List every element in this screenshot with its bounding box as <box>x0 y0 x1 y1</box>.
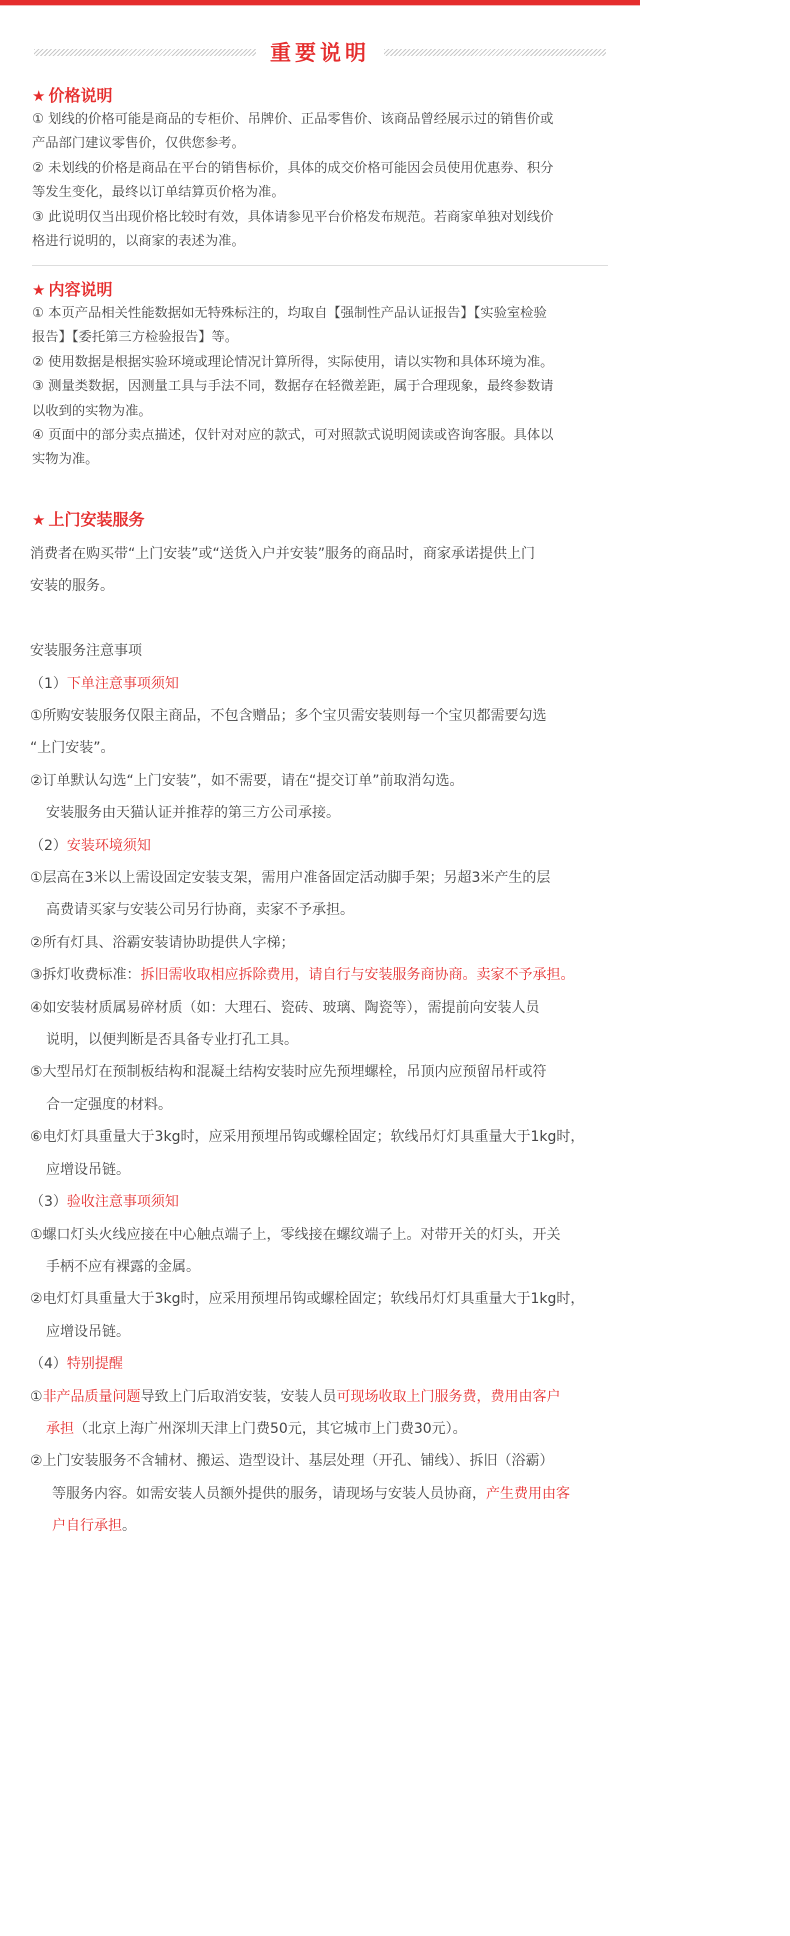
price-section-heading <box>32 84 612 108</box>
s2-line-4-label: ③拆灯收费标准： <box>30 967 141 984</box>
page-title-banner <box>34 38 606 68</box>
s4-line-4-red: 产生费用由客 <box>486 1485 570 1502</box>
s2-line-2: 高费请买家与安装公司另行协商，卖家不予承担。 <box>46 902 354 919</box>
s2-line-4-highlight: 拆旧需收取相应拆除费用，请自行与安装服务商协商。卖家不予承担。 <box>140 967 575 984</box>
s4-line-5-red: 户自行承担 <box>52 1518 122 1535</box>
content-line-6: ④ 页面中的部分卖点描述，仅针对对应的款式，可对照款式说明阅读或咨询客服。具体以 <box>32 428 554 444</box>
s2-line-9: ⑥电灯灯具重量大于3kg时，应采用预埋吊钩或螺栓固定；软线吊灯灯具重量大于1kg时， <box>30 1129 585 1146</box>
price-section-title: 价格说明 <box>48 86 113 105</box>
subsection-1-number: （1） <box>30 675 67 692</box>
price-section <box>32 84 612 254</box>
section-divider <box>32 265 608 266</box>
content-line-2: 报告】【委托第三方检验报告】等。 <box>32 330 239 346</box>
s4-line-4 <box>30 1478 635 1510</box>
s2-line-10: 应增设吊链。 <box>46 1161 130 1178</box>
price-line-5: ③ 此说明仅当出现价格比较时有效，具体请参见平台价格发布规范。若商家单独对划线价 <box>32 209 554 225</box>
install-intro-1: 消费者在购买带“上门安装”或“送货入户并安装”服务的商品时，商家承诺提供上门 <box>30 546 536 562</box>
s3-line-2: 手柄不应有裸露的金属。 <box>46 1258 200 1275</box>
s3-line-1: ①螺口灯头火线应接在中心触点端子上，零线接在螺纹端子上。对带开关的灯头，开关 <box>30 1226 561 1243</box>
subsection-3-number: （3） <box>30 1194 67 1211</box>
subsection-2-title: 安装环境须知 <box>66 837 151 854</box>
content-line-4: ③ 测量类数据，因测量工具与手法不同，数据存在轻微差距，属于合理现象，最终参数请 <box>32 379 554 395</box>
s4-line-2-text: （北京上海广州深圳天津上门费50元，其它城市上门费30元）。 <box>74 1420 467 1437</box>
price-line-6: 格进行说明的，以商家的表述为准。 <box>32 234 245 250</box>
content-line-3: ② 使用数据是根据实验环境或理论情况计算所得，实际使用，请以实物和具体环境为准。 <box>32 354 554 370</box>
page-title: 重要说明 <box>270 41 370 65</box>
s3-line-3: ②电灯灯具重量大于3kg时，应采用预埋吊钩或螺栓固定；软线吊灯灯具重量大于1kg时， <box>30 1291 585 1308</box>
subsection-2-number: （2） <box>30 837 67 854</box>
notes-title: 安装服务注意事项 <box>30 643 142 660</box>
content-line-7: 实物为准。 <box>32 452 99 468</box>
s2-line-3: ②所有灯具、浴霸安装请协助提供人字梯； <box>30 934 295 951</box>
s1-line-4: 安装服务由天猫认证并推荐的第三方公司承接。 <box>46 805 340 822</box>
content-section-title: 内容说明 <box>48 280 113 299</box>
content-section-heading <box>32 278 612 302</box>
s2-line-6: 说明，以便判断是否具备专业打孔工具。 <box>46 1032 298 1049</box>
subsection-3-heading <box>30 1186 635 1218</box>
install-section-title: 上门安装服务 <box>48 510 145 529</box>
s3-line-4: 应增设吊链。 <box>46 1323 130 1340</box>
install-body <box>30 538 635 1543</box>
s1-line-3: ②订单默认勾选“上门安装”，如不需要，请在“提交订单”前取消勾选。 <box>30 772 464 789</box>
content-section <box>32 278 612 473</box>
price-line-1: ① 划线的价格可能是商品的专柜价、吊牌价、正品零售价、该商品曾经展示过的销售价或 <box>32 112 554 127</box>
top-accent-line <box>0 5 640 6</box>
s4-line-4-text: 等服务内容。如需安装人员额外提供的服务，请现场与安装人员协商， <box>52 1485 486 1502</box>
star-icon: ★ <box>32 511 46 529</box>
s4-line-5-end: 。 <box>122 1518 136 1535</box>
subsection-4-title: 特别提醒 <box>66 1356 123 1373</box>
content-line-5: 以收到的实物为准。 <box>32 403 152 419</box>
title-left-divider <box>34 49 256 56</box>
subsection-1-heading <box>30 668 635 700</box>
s4-line-1-num: ① <box>30 1388 43 1405</box>
s4-line-3: ②上门安装服务不含辅材、搬运、造型设计、基层处理（开孔、铺线）、拆旧（浴霸） <box>30 1453 554 1470</box>
install-section-title-row <box>32 508 612 532</box>
s1-line-1: ①所购安装服务仅限主商品，不包含赠品；多个宝贝需安装则每一个宝贝都需要勾选 <box>30 708 547 725</box>
s4-line-1-text: 导致上门后取消安装，安装人员 <box>140 1388 337 1405</box>
subsection-2-heading <box>30 830 635 862</box>
install-intro-2: 安装的服务。 <box>30 578 114 595</box>
s4-line-1 <box>30 1381 635 1413</box>
s4-line-1-red-b: 可现场收取上门服务费，费用由客户 <box>336 1388 561 1405</box>
subsection-4-number: （4） <box>30 1356 67 1373</box>
subsection-1-title: 下单注意事项须知 <box>66 675 179 692</box>
star-icon: ★ <box>32 87 46 105</box>
s1-line-2: “上门安装”。 <box>30 740 115 757</box>
content-line-1: ① 本页产品相关性能数据如无特殊标注的，均取自【强制性产品认证报告】【实验室检验 <box>32 306 547 321</box>
s2-line-5: ④如安装材质属易碎材质（如：大理石、瓷砖、玻璃、陶瓷等），需提前向安装人员 <box>30 999 540 1016</box>
s4-line-5 <box>30 1510 635 1542</box>
s2-line-7: ⑤大型吊灯在预制板结构和混凝土结构安装时应先预埋螺栓，吊顶内应预留吊杆或符 <box>30 1064 547 1081</box>
s4-line-2 <box>30 1413 635 1445</box>
s2-line-1: ①层高在3米以上需设固定安装支架，需用户准备固定活动脚手架；另超3米产生的层 <box>30 870 551 887</box>
price-line-4: 等发生变化，最终以订单结算页价格为准。 <box>32 185 285 201</box>
price-line-2: 产品部门建议零售价，仅供您参考。 <box>32 136 245 152</box>
s4-line-2-red: 承担 <box>46 1420 74 1437</box>
subsection-4-heading <box>30 1348 635 1380</box>
title-right-divider <box>384 49 606 56</box>
s2-line-8: 合一定强度的材料。 <box>46 1096 172 1113</box>
subsection-3-title: 验收注意事项须知 <box>66 1194 179 1211</box>
s2-line-4 <box>30 959 635 991</box>
s4-line-1-red-a: 非产品质量问题 <box>42 1388 141 1405</box>
install-section-heading <box>32 508 612 532</box>
spacer <box>30 603 635 635</box>
star-icon: ★ <box>32 281 46 299</box>
price-line-3: ② 未划线的价格是商品在平台的销售标价，具体的成交价格可能因会员使用优惠券、积分 <box>32 160 554 176</box>
